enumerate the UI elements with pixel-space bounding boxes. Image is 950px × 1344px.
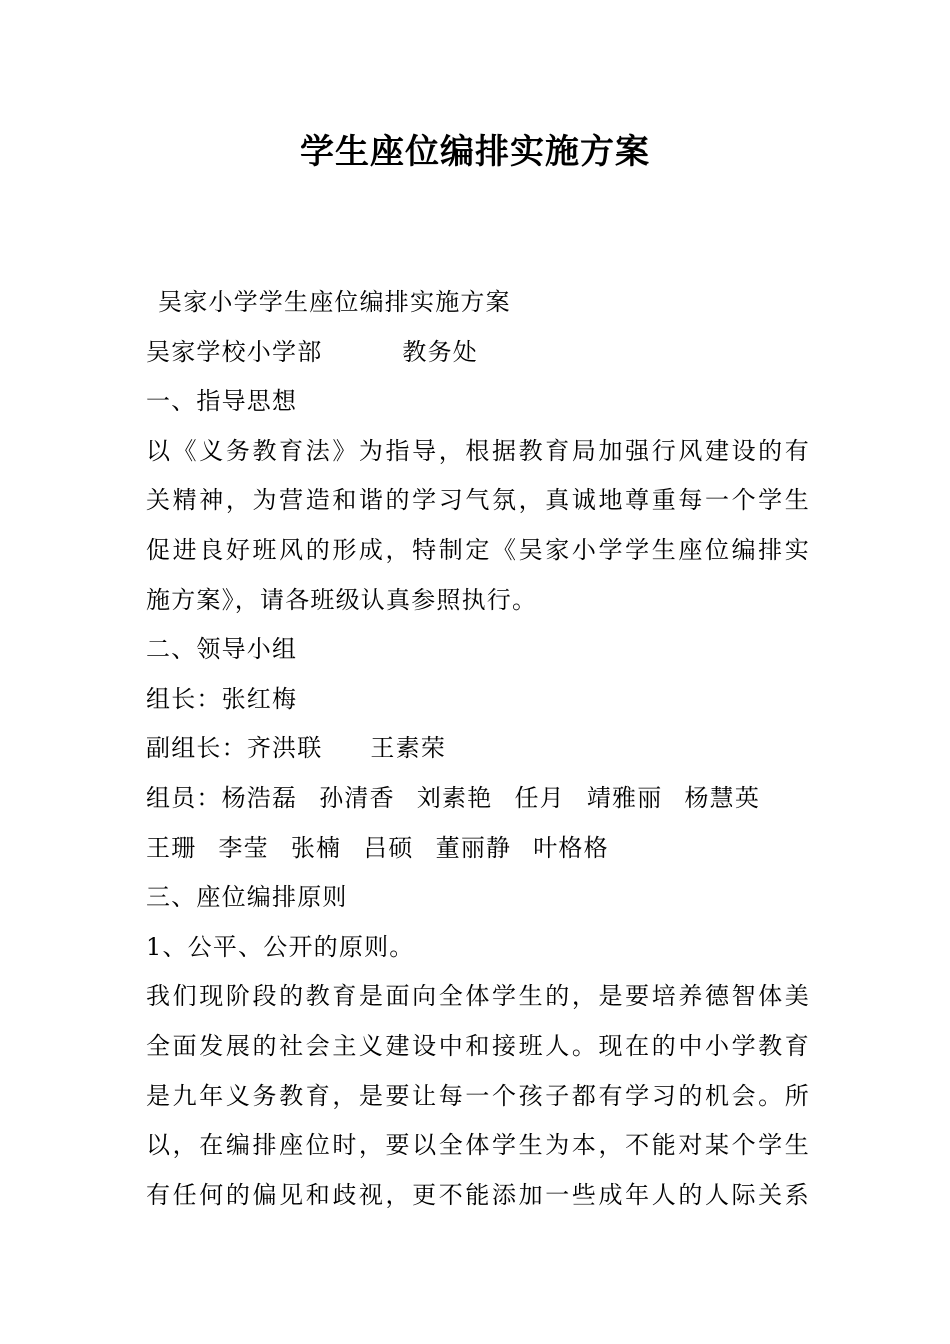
section1-line: 施方案》，请各班级认真参照执行。 [146,585,538,614]
section2-heading: 二、领导小组 [146,635,298,664]
issuer-school: 吴家学校小学部 [146,337,323,366]
issuer-line [146,328,810,378]
section1-line: 以《义务教育法》为指导，根据教育局加强行风建设的有 [146,436,810,465]
member-name: 孙清香 [319,783,395,812]
member-name: 吕硕 [363,833,414,862]
deputy-name: 齐洪联 [246,734,323,763]
document-body [146,278,810,1220]
section1-heading: 一、指导思想 [146,387,298,416]
deputy-line [146,724,810,774]
member-name: 靖雅丽 [586,783,663,812]
member-name: 李莹 [218,833,269,862]
section3-line: 以，在编排座位时，要以全体学生为本，不能对某个学生 [146,1131,810,1160]
member-name: 杨浩磊 [221,783,298,812]
section3-line: 我们现阶段的教育是面向全体学生的，是要培养德智体美 [146,982,810,1011]
section3-line: 有任何的偏见和歧视，更不能添加一些成年人的人际关系 [146,1180,810,1209]
member-name: 叶格格 [533,833,609,862]
section1-line: 关精神，为营造和谐的学习气氛，真诚地尊重每一个学生 [146,486,810,515]
leader-name: 张红梅 [221,684,298,713]
member-name: 杨慧英 [684,783,761,812]
subtitle: 吴家小学学生座位编排实施方案 [158,288,511,316]
document-title: 学生座位编排实施方案 [300,132,650,172]
leader-label: 组长： [146,684,222,713]
section3-line: 是九年义务教育，是要让每一个孩子都有学习的机会。所 [146,1081,810,1110]
section3-line: 全面发展的社会主义建设中和接班人。现在的中小学教育 [146,1031,810,1060]
members-line [146,774,810,824]
leader-line [146,675,810,725]
member-name: 刘素艳 [416,783,493,812]
issuer-office: 教务处 [402,337,479,366]
member-name: 王珊 [146,833,197,862]
member-name: 张楠 [290,833,342,862]
members-line [146,824,810,874]
section3-heading: 三、座位编排原则 [146,883,348,912]
section1-line: 促进良好班风的形成，特制定《吴家小学学生座位编排实 [146,535,810,564]
deputy-name: 王素荣 [370,734,447,763]
member-name: 董丽静 [435,833,512,862]
members-label: 组员： [146,783,222,812]
deputy-label: 副组长： [146,734,247,763]
member-name: 任月 [514,783,565,812]
principle-1: 1、公平、公开的原则。 [146,932,415,961]
